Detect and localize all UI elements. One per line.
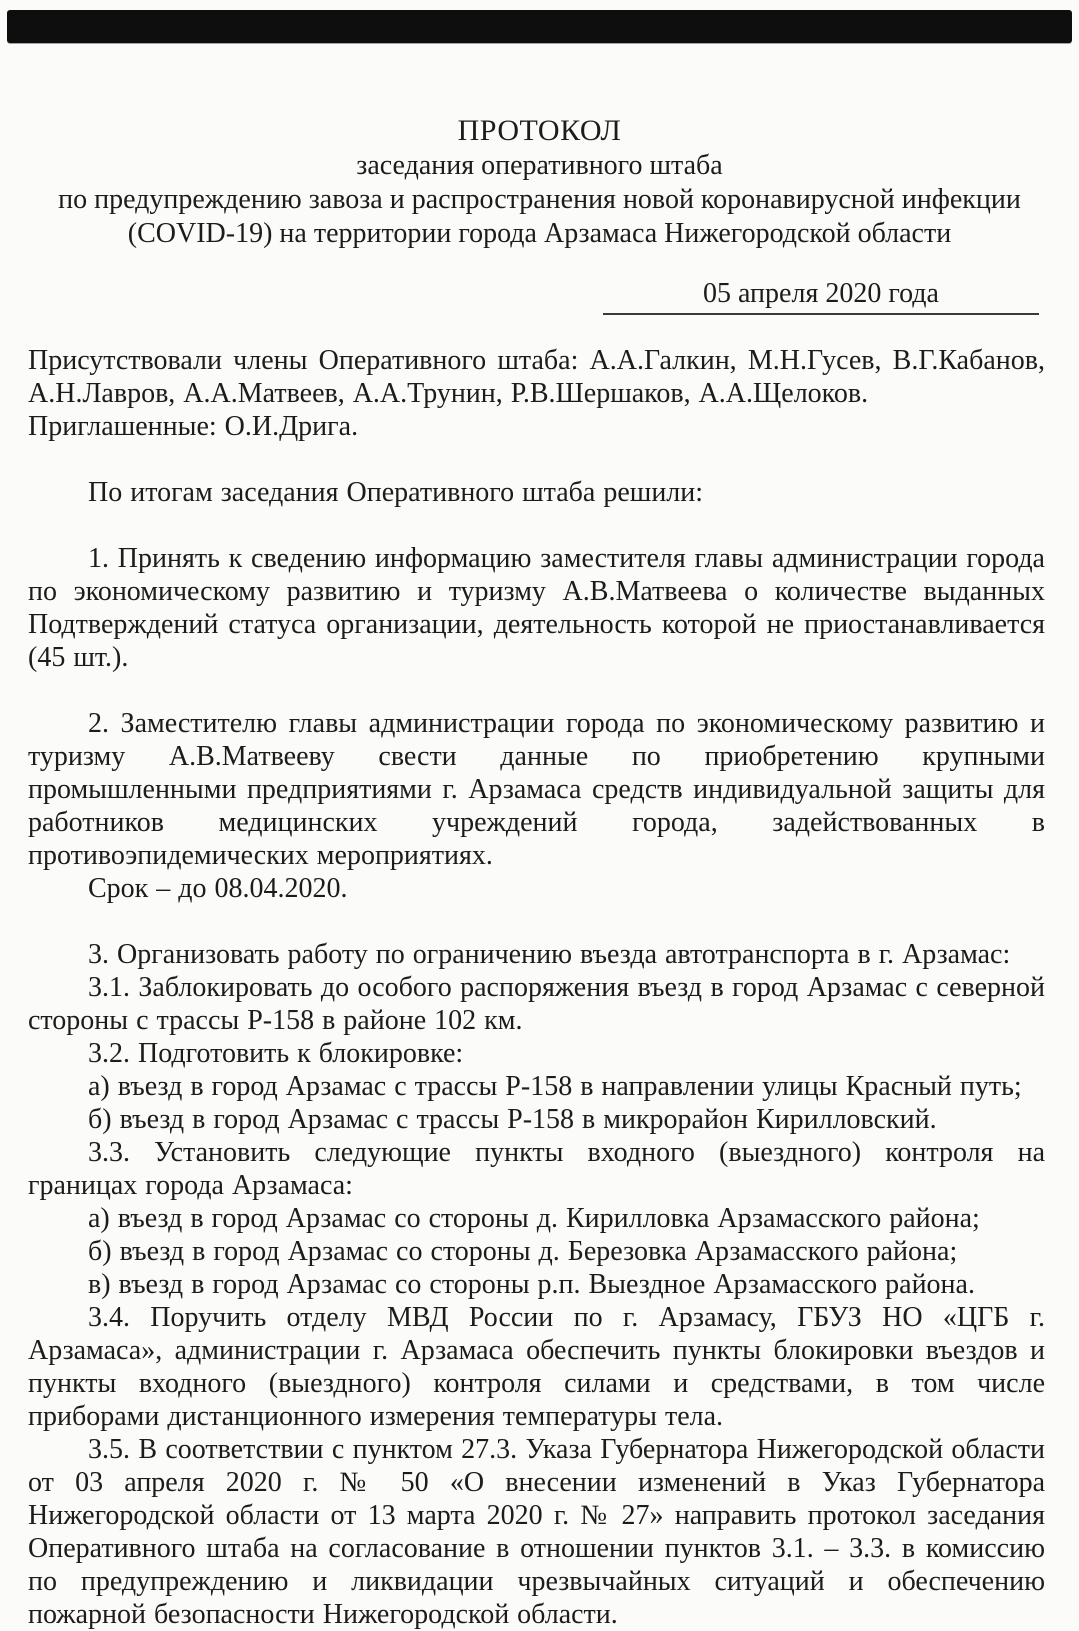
paragraph-item-3-1: 3.1. Заблокировать до особого распоряжения въезд в город Арзамас с северной стороны с трассы Р-158 в районе 102 км.: [28, 972, 1045, 1036]
paragraph-item-3-2-a: а) въезд в город Арзамас с трассы Р-158 в направлении улицы Красный путь;: [88, 1071, 1022, 1102]
paragraph-invited: Приглашенные: О.И.Дрига.: [28, 411, 359, 442]
document-subtitle-line-3: (COVID-19) на территории города Арзамаса Нижегородской области: [127, 218, 952, 249]
paragraph-deadline: Срок – до 08.04.2020.: [88, 873, 348, 904]
protocol-date-block: [603, 277, 1039, 315]
paragraph-item-3-4: 3.4. Поручить отделу МВД России по г. Арзамасу, ГБУЗ НО «ЦГБ г. Арзамаса», администрации г. Арзамаса обеспечить пункты блокировки въездов и пункты входного (выездного) контроля силами и средствами, в том числе приборами дистанционного измерения температуры тела.: [28, 1302, 1045, 1432]
paragraph-item-1: 1. Принять к сведению информацию заместителя главы администрации города по экономическому развитию и туризму А.В.Матвеева о количестве выданных Подтверждений статуса организации, деятельность которой не приостанавливается (45 шт.).: [28, 543, 1045, 673]
paragraph-resolution-intro: По итогам заседания Оперативного штаба решили:: [88, 477, 704, 508]
paragraph-item-2: 2. Заместителю главы администрации города по экономическому развитию и туризму А.В.Матвееву свести данные по приобретению крупными промышленными предприятиями г. Арзамаса средств индивидуальной защиты для работников медицинских учреждений города, задействованных в противоэпидемических мероприятиях.: [28, 708, 1045, 871]
paragraph-item-3-3: 3.3. Установить следующие пункты входного (выездного) контроля на границах города Арзамаса:: [28, 1137, 1045, 1201]
paragraph-item-3-3-b: б) въезд в город Арзамас со стороны д. Березовка Арзамасского района;: [88, 1236, 958, 1267]
document-body: [0, 344, 1079, 1631]
paragraph-item-3-5: 3.5. В соответствии с пунктом 27.3. Указа Губернатора Нижегородской области от 03 апреля 2020 г. № 50 «О внесении изменений в Указ Губернатора Нижегородской области от 13 марта 2020 г. № 27» направить протокол заседания Оперативного штаба на согласование в отношении пунктов 3.1. – 3.3. в комиссию по предупреждению и ликвидации чрезвычайных ситуаций и обеспечению пожарной безопасности Нижегородской области.: [28, 1434, 1045, 1630]
paragraph-item-3-3-v: в) въезд в город Арзамас со стороны р.п. Выездное Арзамасского района.: [88, 1269, 975, 1300]
paragraph-item-3: 3. Организовать работу по ограничению въезда автотранспорта в г. Арзамас:: [88, 939, 1011, 970]
paragraph-attendees: Присутствовали члены Оперативного штаба: А.А.Галкин, М.Н.Гусев, В.Г.Кабанов, А.Н.Лавров, А.А.Матвеев, А.А.Трунин, Р.В.Шершаков, А.А.Щелоков.: [28, 345, 1045, 409]
document-subtitle-line-1: заседания оперативного штаба: [356, 150, 723, 181]
paragraph-item-3-2-b: б) въезд в город Арзамас с трассы Р-158 в микрорайон Кирилловский.: [88, 1104, 937, 1135]
document-subtitle-line-2: по предупреждению завоза и распространения новой коронавирусной инфекции: [58, 184, 1021, 215]
protocol-date: 05 апреля 2020 года: [703, 278, 939, 309]
document-title: ПРОТОКОЛ: [457, 114, 622, 147]
scan-artifact-bar: [7, 10, 1072, 43]
paragraph-item-3-3-a: а) въезд в город Арзамас со стороны д. Кирилловка Арзамасского района;: [88, 1203, 980, 1234]
paragraph-item-3-2: 3.2. Подготовить к блокировке:: [88, 1038, 464, 1069]
